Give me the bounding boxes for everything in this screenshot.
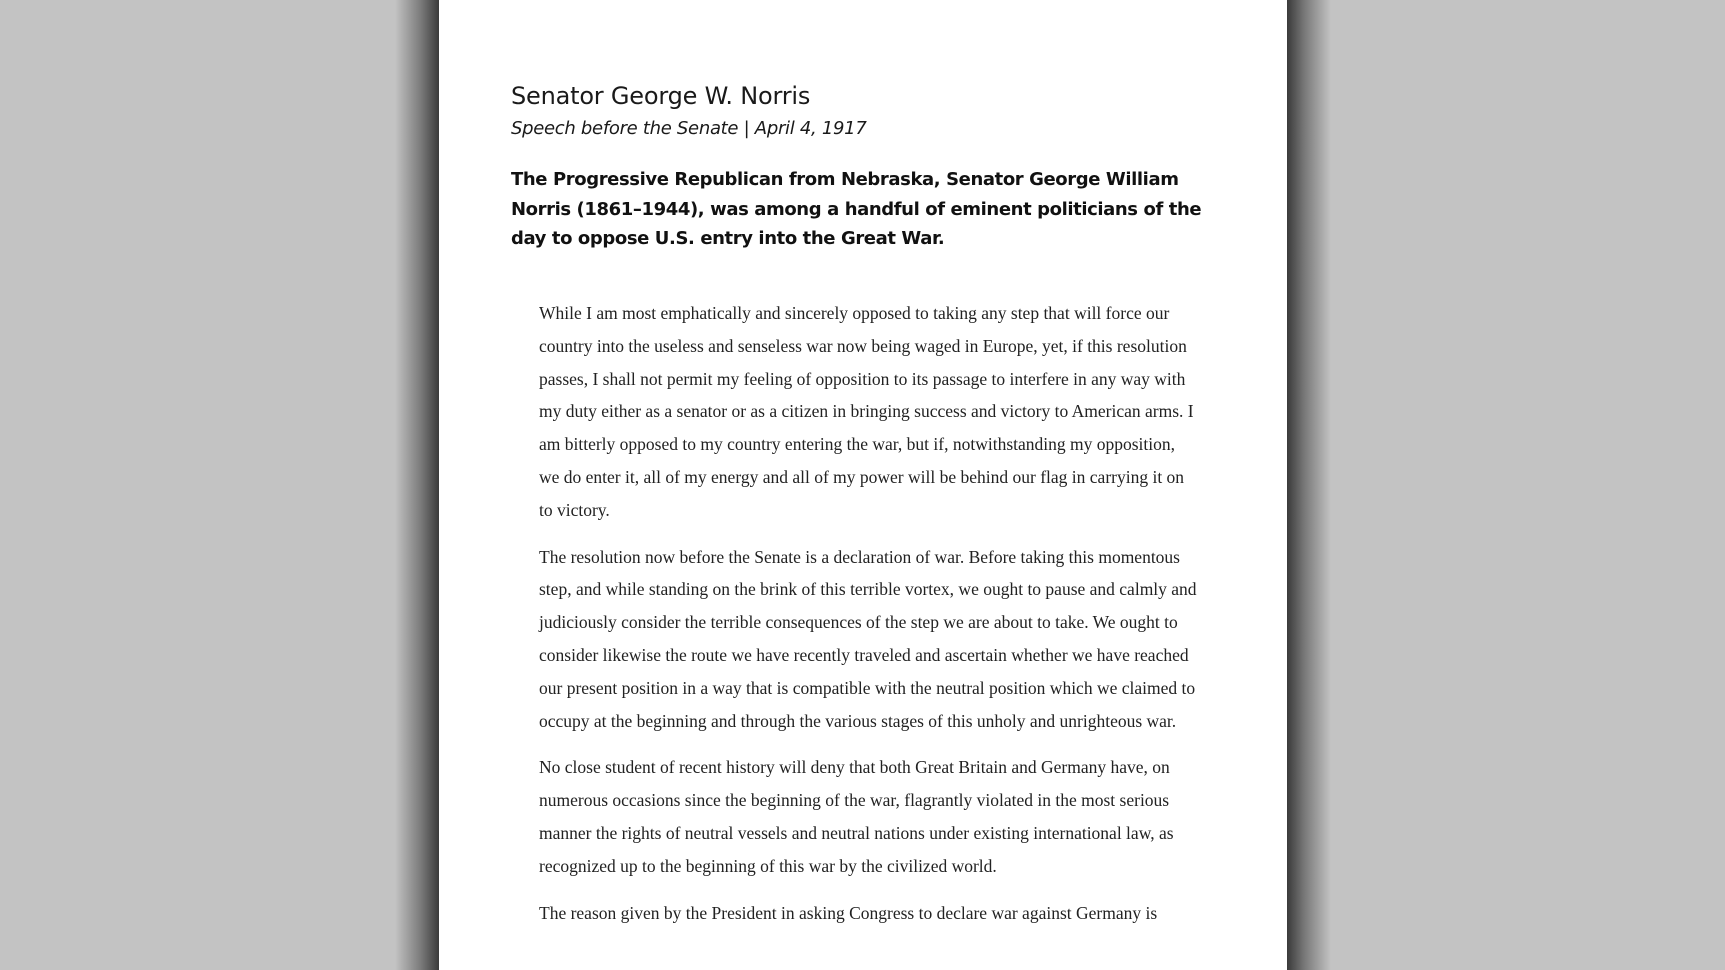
speech-paragraph: No close student of recent history will deny that both Great Britain and Germany have, on numerous occasions since the beginning of the war, flagrantly violated in the most serious manner the rights of neutral vessels and neutral nations under existing international law, as recognized up to the beginning of this war by the civilized world. [539,757,1174,876]
page-shadow-right [1287,0,1331,970]
document-intro: The Progressive Republican from Nebraska, Senator George William Norris (1861–1944), was among a handful of eminent politicians of the day to oppose U.S. entry into the Great War. [511,169,1202,249]
speech-paragraph: The resolution now before the Senate is a declaration of war. Before taking this momentous step, and while standing on the brink of this terrible vortex, we ought to pause and calmly and judiciously consider the terrible consequences of the step we are about to take. We ought to consider likewise the route we have recently traveled and ascertain whether we have reached our present position in a way that is compatible with the neutral position which we claimed to occupy at the beginning and through the various stages of this unholy and unrighteous war. [539,546,1197,731]
document-subtitle: Speech before the Senate | April 4, 1917 [511,118,867,139]
speech-body [539,297,1199,943]
document-title: Senator George W. Norris [511,82,811,110]
document-page [439,0,1287,970]
speech-paragraph: While I am most emphatically and sincerely opposed to taking any step that will force our country into the useless and senseless war now being waged in Europe, yet, if this resolution passes, I shall not permit my feeling of opposition to its passage to interfere in any way with my duty either as a senator or as a citizen in bringing success and victory to American arms. I am bitterly opposed to my country entering the war, but if, notwithstanding my opposition, we do enter it, all of my energy and all of my power will be behind our flag in carrying it on to victory. [539,303,1194,520]
speech-paragraph: The reason given by the President in asking Congress to declare war against Germany is [539,902,1158,923]
page-shadow-left [395,0,439,970]
